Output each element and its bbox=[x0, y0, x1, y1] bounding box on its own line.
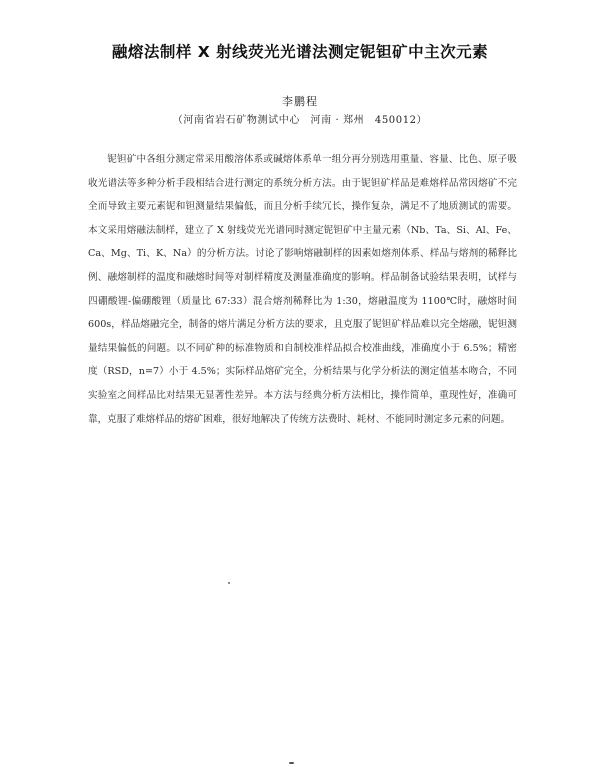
paper-author: 李鹏程 bbox=[282, 95, 318, 108]
paper-title: 融熔法制样 X 射线荧光光谱法测定铌钽矿中主次元素 bbox=[111, 43, 489, 61]
scan-speck bbox=[289, 762, 294, 764]
abstract-body bbox=[88, 148, 517, 431]
paper-affiliation: （河南省岩石矿物测试中心 河南 · 郑州 450012） bbox=[172, 115, 428, 126]
scan-speck bbox=[228, 582, 230, 584]
abstract-paragraph: 铌钽矿中各组分测定常采用酸溶体系或碱熔体系单一组分再分别选用重量、容量、比色、原子吸收光谱法等多种分析手段相结合进行测定的系统分析方法。由于铌钽矿样品是难熔样品常因熔矿不完全而导致主要元素铌和钽测量结果偏低，而且分析手续冗长，操作复杂，满足不了地质测试的需要。本文采用熔融法制样，建立了 X 射线荧光光谱同时测定铌钽矿中主量元素（Nb、Ta、Si、Al、Fe、Ca、Mg、Ti、K、Na）的分析方法。讨论了影响熔融制样的因素如熔剂体系、样品与熔剂的稀释比例、融熔制样的温度和融熔时间等对制样精度及测量准确度的影响。样品制备试验结果表明，试样与四硼酸锂-偏硼酸锂（质量比 67:33）混合熔剂稀释比为 1:30，熔融温度为 1100℃时，融熔时间 600s，样品熔融完全，制备的熔片满足分析方法的要求，且克服了铌钽矿样品难以完全熔融，铌钽测量结果偏低的问题。以不同矿种的标准物质和自制校准样品拟合校准曲线，准确度小于 6.5%；精密度（RSD，n=7）小于 4.5%；实际样品熔矿完全，分析结果与化学分析法的测定值基本吻合，不同实验室之间样品比对结果无显著性差异。本方法与经典分析方法相比，操作简单，重现性好，准确可靠，克服了难熔样品的熔矿困难，很好地解决了传统方法费时、耗材、不能同时测定多元素的问题。 bbox=[88, 154, 517, 425]
